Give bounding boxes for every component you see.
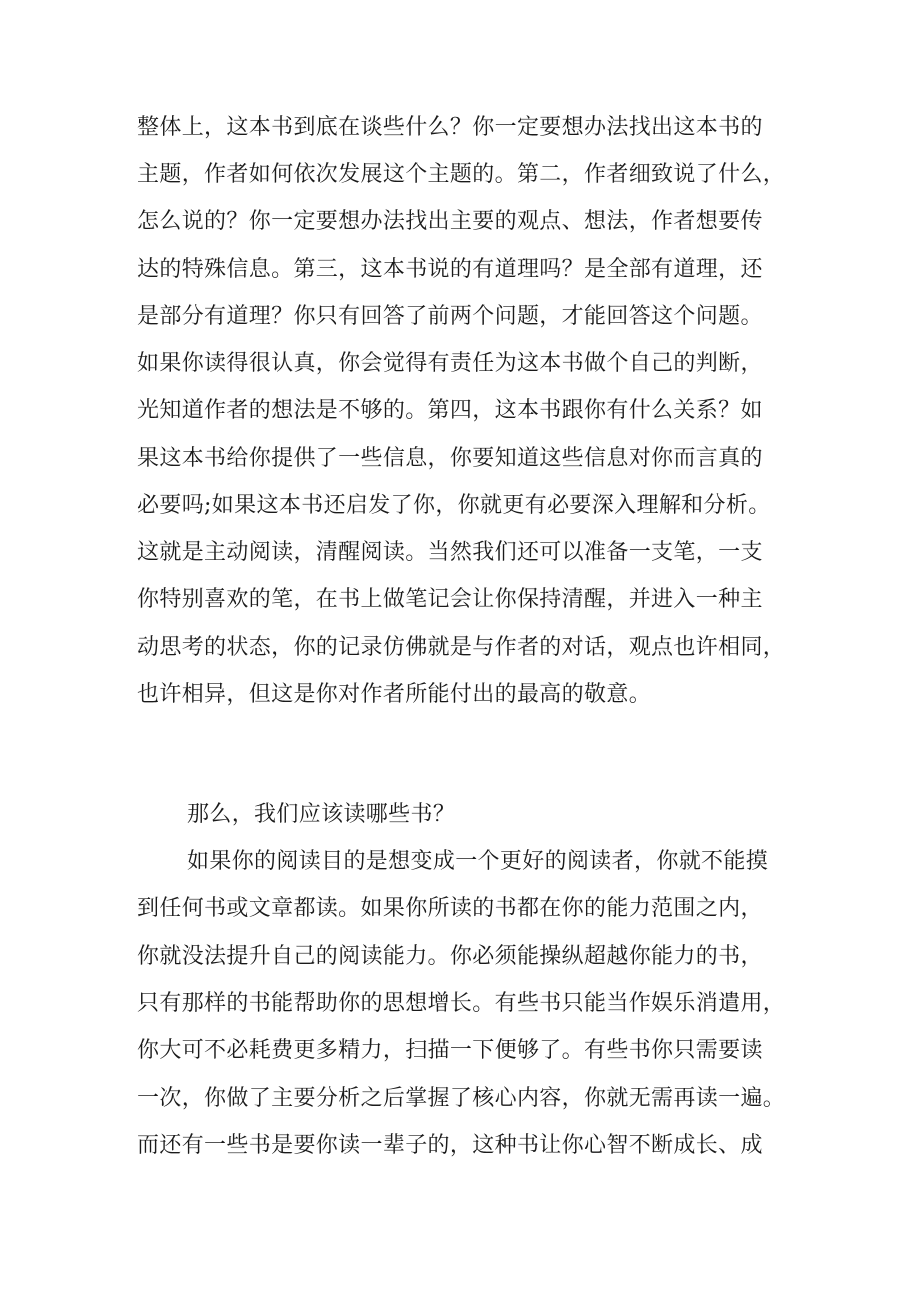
- paragraph1-line: 这就是主动阅读，清醒阅读。当然我们还可以准备一支笔，一支: [137, 540, 763, 565]
- paragraph1-line: 如果你读得很认真，你会觉得有责任为这本书做个自己的判断，: [137, 351, 763, 376]
- paragraph2-line: 而还有一些书是要你读一辈子的，这种书让你心智不断成长、成: [137, 1133, 763, 1158]
- paragraph1-line: 是部分有道理？你只有回答了前两个问题，才能回答这个问题。: [137, 304, 763, 329]
- paragraph2-line: 你大可不必耗费更多精力，扫描一下便够了。有些书你只需要读: [137, 1038, 763, 1063]
- paragraph2-line: 只有那样的书能帮助你的思想增长。有些书只能当作娱乐消遣用，: [137, 991, 786, 1016]
- paragraph1-line: 光知道作者的想法是不够的。第四，这本书跟你有什么关系？如: [137, 398, 763, 423]
- paragraph1-line: 主题，作者如何依次发展这个主题的。第二，作者细致说了什么，: [137, 162, 786, 187]
- paragraph2-line: 你就没法提升自己的阅读能力。你必须能操纵超越你能力的书，: [137, 944, 763, 969]
- paragraph1-line: 怎么说的？你一定要想办法找出主要的观点、想法，作者想要传: [137, 209, 763, 234]
- paragraph1-line: 整体上，这本书到底在谈些什么？你一定要想办法找出这本书的: [137, 115, 763, 140]
- paragraph2-line: 如果你的阅读目的是想变成一个更好的阅读者，你就不能摸: [187, 849, 769, 874]
- paragraph1-line: 必要吗;如果这本书还启发了你，你就更有必要深入理解和分析。: [137, 493, 771, 518]
- paragraph1-line: 果这本书给你提供了一些信息，你要知道这些信息对你而言真的: [137, 446, 763, 471]
- paragraph2-line: 一次，你做了主要分析之后掌握了核心内容，你就无需再读一遍。: [137, 1086, 786, 1111]
- paragraph1-line: 你特别喜欢的笔，在书上做笔记会让你保持清醒，并进入一种主: [137, 587, 763, 612]
- paragraph1-line: 达的特殊信息。第三，这本书说的有道理吗？是全部有道理，还: [137, 257, 763, 282]
- paragraph1-line: 动思考的状态，你的记录仿佛就是与作者的对话，观点也许相同，: [137, 635, 786, 660]
- paragraph1-line: 也许相异，但这是你对作者所能付出的最高的敬意。: [137, 682, 652, 707]
- section-heading: 那么，我们应该读哪些书？: [187, 802, 456, 827]
- paragraph2-line: 到任何书或文章都读。如果你所读的书都在你的能力范围之内，: [137, 896, 763, 921]
